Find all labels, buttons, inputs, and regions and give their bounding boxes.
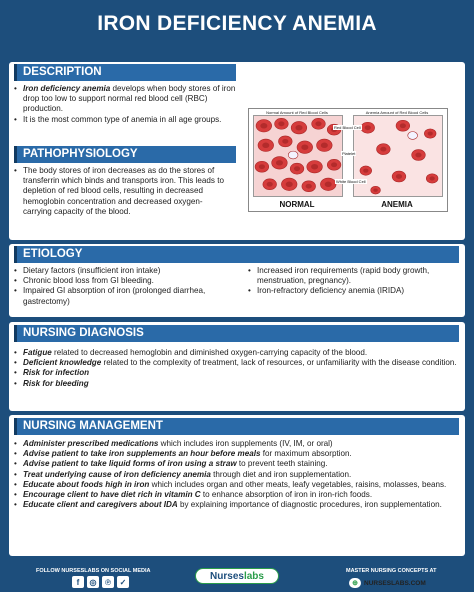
red-blood-cell-center (321, 143, 328, 148)
facebook-icon[interactable]: f (72, 576, 84, 588)
site-url: NURSESLABS.COM (364, 579, 426, 587)
list-item-text: for maximum absorption. (260, 449, 352, 459)
list-item-emphasis: Risk for infection (23, 368, 90, 378)
red-blood-cell-center (262, 143, 269, 148)
anemia-pane-label: Anemia Amount of Red Blood Cells (365, 110, 429, 115)
list-item (14, 379, 459, 389)
anemia-blood-pane (353, 115, 443, 197)
list-item (14, 115, 236, 125)
list-item-emphasis: Educate about foods high in iron (23, 479, 150, 489)
pathophysiology-list (14, 166, 224, 217)
description-header: DESCRIPTION (14, 64, 236, 81)
list-item (248, 286, 458, 296)
red-blood-cell-center (325, 182, 332, 187)
list-item (14, 166, 224, 217)
list-item-emphasis: Encourage client to have diet rich in vitamin C (23, 490, 201, 500)
social-text: FOLLOW NURSESLABS ON SOCIAL MEDIA (36, 568, 151, 574)
list-item (248, 266, 458, 286)
logo-accent: labs (243, 570, 264, 582)
nurseslabs-logo[interactable] (195, 568, 279, 584)
twitter-icon[interactable]: ✓ (117, 576, 129, 588)
list-item (14, 286, 239, 306)
list-item (14, 490, 459, 500)
list-item-text: related to the complexity of treatment, lack of resources, or unfamiliarity with the disease condition. (101, 358, 457, 368)
red-blood-cell-center (373, 188, 377, 191)
list-item-text: It is the most common type of anemia in all age groups. (23, 114, 222, 124)
list-item-text: Impaired GI absorption of iron (prolonged diarrhea, gastrectomy) (23, 286, 206, 306)
list-item-text: by explaining importance of diagnostic procedures, iron supplementation. (177, 500, 442, 510)
red-blood-cell-center (306, 184, 312, 189)
nursing-management-header: NURSING MANAGEMENT (14, 418, 459, 435)
nursing-management-list (14, 439, 459, 510)
list-item-emphasis: Advise patient to take liquid forms of iron using a straw (23, 459, 237, 469)
red-blood-cell-center (400, 123, 406, 128)
red-blood-cell-center (260, 123, 267, 128)
list-item-emphasis: Administer prescribed medications (23, 439, 159, 448)
red-blood-cell-center (363, 169, 368, 173)
red-blood-cell-center (428, 132, 433, 136)
red-blood-cell-center (294, 166, 300, 171)
list-item-emphasis: Risk for bleeding (23, 378, 89, 388)
anemia-caption: ANEMIA (381, 200, 413, 209)
red-blood-cell-center (276, 160, 283, 165)
wbc-label: White Blood Cell (336, 179, 366, 184)
red-blood-cell-center (365, 125, 371, 130)
list-item-text: develops when body stores of iron drop too low to support normal red blood cell (RBC) production. (23, 84, 236, 114)
list-item (14, 480, 459, 490)
normal-caption: NORMAL (279, 200, 315, 209)
red-blood-cell-center (267, 182, 273, 187)
list-item (14, 439, 459, 449)
list-item (14, 470, 459, 480)
list-item-text: which includes organ and other meats, leafy vegetables, raisins, molasses, beans. (149, 479, 447, 489)
list-item (14, 276, 239, 286)
list-item-emphasis: Deficient knowledge (23, 358, 102, 368)
red-blood-cell-center (380, 147, 386, 152)
etiology-list-right (248, 266, 458, 297)
social-icons (72, 576, 129, 588)
red-blood-cell-center (396, 174, 402, 179)
list-item-text: Iron-refractory deficiency anemia (IRIDA) (257, 286, 405, 296)
list-item-text: Dietary factors (insufficient iron intake) (23, 266, 161, 275)
normal-blood-pane (253, 115, 343, 197)
list-item-text: through diet and iron supplementation. (210, 469, 352, 479)
globe-icon: ⊕ (349, 578, 361, 588)
list-item (14, 266, 239, 276)
red-blood-cell-center (259, 164, 265, 169)
list-item (14, 368, 459, 378)
red-blood-cell-center (315, 121, 321, 126)
platelet-label: Platelet (342, 151, 356, 156)
logo-main: Nurses (210, 570, 244, 582)
list-item-text: Increased iron requirements (rapid body growth, menstruation, pregnancy). (257, 266, 430, 286)
red-blood-cell-center (311, 164, 318, 169)
list-item-emphasis: Iron deficiency anemia (23, 84, 111, 93)
list-item-text: to prevent teeth staining. (236, 459, 328, 469)
red-blood-cell-center (278, 121, 284, 126)
list-item-emphasis: Fatigue (23, 348, 52, 357)
list-item-text: which includes iron supplements (IV, IM, or oral) (158, 439, 333, 448)
list-item-text: The body stores of iron decreases as do the stores of transferrin which binds and transports iron. This leads to depletion of red blood cells, resulting in decreased hemoglobin concentration and decreased oxygen-carrying capacity of the blood. (23, 166, 224, 216)
normal-pane-label: Normal Amount of Red Blood Cells (266, 110, 328, 115)
etiology-list-left (14, 266, 239, 307)
list-item-emphasis: Treat underlying cause of iron deficiency anemia (23, 469, 211, 479)
red-blood-cell-center (331, 162, 337, 167)
blood-cell-diagram (248, 108, 448, 212)
site-link[interactable] (349, 578, 426, 588)
master-text: MASTER NURSING CONCEPTS AT (346, 568, 437, 574)
red-blood-cell-center (282, 139, 288, 144)
page-title: IRON DEFICIENCY ANEMIA (97, 12, 377, 35)
list-item (14, 84, 236, 115)
pathophysiology-header: PATHOPHYSIOLOGY (14, 146, 236, 163)
red-blood-cell-center (415, 153, 421, 158)
list-item (14, 358, 459, 368)
red-blood-cell-center (295, 125, 302, 130)
white-blood-cell (288, 151, 298, 159)
list-item-text: to enhance absorption of iron in iron-rich foods. (200, 490, 373, 500)
list-item-text: Chronic blood loss from GI bleeding. (23, 276, 154, 286)
etiology-header: ETIOLOGY (14, 246, 459, 263)
list-item (14, 500, 459, 510)
red-blood-cell-center (430, 176, 435, 180)
list-item-emphasis: Advise patient to take iron supplements an hour before meals (23, 449, 261, 459)
instagram-icon[interactable]: ◎ (87, 576, 99, 588)
red-blood-cell-center (301, 144, 308, 149)
rbc-label: Red Blood Cell (334, 125, 361, 130)
list-item-emphasis: Educate client and caregivers about IDA (23, 500, 178, 510)
list-item (14, 449, 459, 459)
white-blood-cell (408, 132, 418, 140)
nursing-diagnosis-header: NURSING DIAGNOSIS (14, 325, 459, 342)
nursing-diagnosis-list (14, 348, 459, 389)
list-item (14, 348, 459, 358)
red-blood-cell-center (286, 182, 293, 187)
description-list (14, 84, 236, 125)
pinterest-icon[interactable]: ℗ (102, 576, 114, 588)
list-item (14, 459, 459, 469)
list-item-text: related to decreased hemoglobin and diminished oxygen-carrying capacity of the blood. (51, 348, 368, 357)
